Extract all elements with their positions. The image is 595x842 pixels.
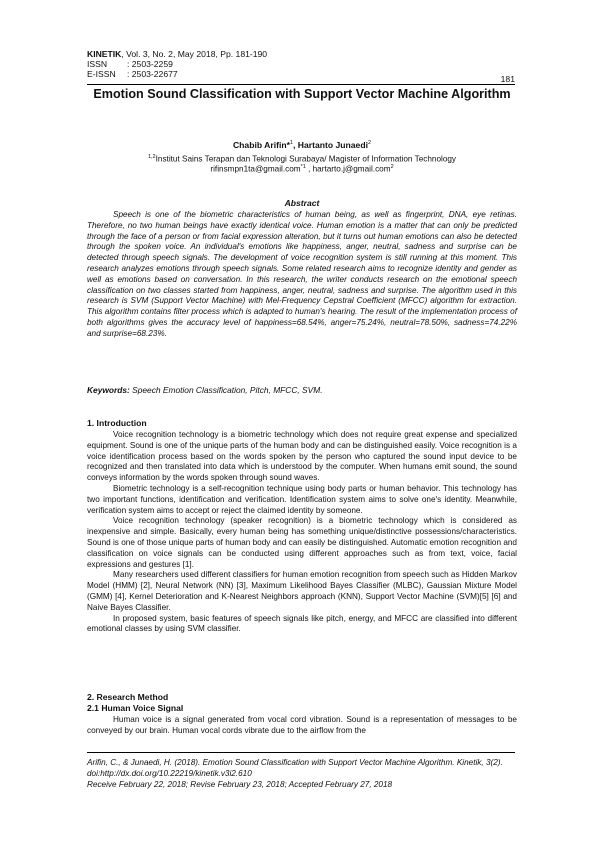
method-heading: 2. Research Method (87, 692, 169, 702)
abstract-heading: Abstract (284, 198, 320, 208)
author-1-sup: 1 (289, 140, 293, 147)
keywords-label: Keywords: (87, 385, 130, 395)
eissn-label: E-ISSN (87, 69, 116, 79)
issn-value: : 2503-2259 (127, 59, 173, 69)
header-rule (87, 84, 515, 85)
intro-body (87, 430, 517, 635)
intro-paragraph-4: Many researchers used different classifiers for human emotion recognition from speech such as Hidden Markov Model (HMM) [2], Neural Network (NN) [3], Maximum Likelihood Bayes Classifier (MLBC), Gaussian Mixture Model (GMM) [4], Kernel Deterioration and K-Nearest Neighbors approach (KNN), Support Vector Machine (SVM)[5] [6] and Naive Bayes Classifier. (87, 570, 517, 612)
author-2-sup: 2 (367, 140, 372, 147)
intro-paragraph-1: Voice recognition technology is a biometric technology which does not require great expense and specialized equipment. Sound is one of the unique parts of the human body and can be distinguished easily. Voice recognition is a voice identification process based on the words spoken by the person who captured the sound input device to be recognized and then translated into data which is understood by the computer. When humans emit sound, the sound conveys information by the words spoken through sound waves. (87, 430, 517, 483)
eissn-value: : 2503-22677 (127, 69, 178, 79)
journal-line (87, 49, 517, 59)
email-1-sup: *1 (300, 164, 306, 170)
email-separator: , (305, 164, 313, 174)
intro-paragraph-3: Voice recognition technology (speaker recognition) is a biometric technology which is considered as inexpensive and simple. Basically, every human being has something unique/distinctive possessions/characteristics. Sound is one of those unique parts of human body and can easily be distinguished. Automatic emotion recognition and classification on voice signals can be conducted using different approaches such as from text, voice, facial expressions and gestures [1]. (87, 516, 517, 569)
author-2: Hartanto Junaedi (297, 140, 368, 150)
author-separator: , (293, 140, 298, 150)
method-body (87, 715, 517, 737)
intro-paragraph-2: Biometric technology is a self-recognition technique using body parts or human behavior. This technology has two important functions, identification and verification. Identification system aims to solve one's identity. Meanwhile, verification system aims to accept or reject the claimed identity by someone. (87, 483, 517, 515)
email-2: hartarto.j@gmail.com (312, 164, 391, 174)
keywords-text: Speech Emotion Classification, Pitch, MFCC, SVM. (129, 385, 323, 395)
method-paragraph-1: Human voice is a signal generated from vocal cord vibration. Sound is a representation of messages to be conveyed by our brain. Human vocal cords vibrate due to the airflow from the (87, 715, 517, 735)
eissn-row (87, 69, 517, 79)
affiliation-text: Institut Sains Terapan dan Teknologi Surabaya/ Magister of Information Technology (155, 154, 457, 164)
method-subheading: 2.1 Human Voice Signal (87, 703, 184, 713)
journal-volume: , Vol. 3, No. 2, May 2018, Pp. 181-190 (121, 49, 268, 59)
footer-rule (87, 752, 515, 753)
email-2-sup: 2 (390, 164, 394, 170)
issn-row (87, 59, 517, 69)
keywords (87, 385, 517, 395)
issn-label: ISSN (87, 59, 108, 69)
author-1: Chabib Arifin* (232, 140, 290, 150)
citation: Arifin, C., & Junaedi, H. (2018). Emotion Sound Classification with Support Vector Machine Algorithm. Kinetik, 3(2). doi:http://dx.doi.org/10.22219/kinetik.v3i2.610 (87, 758, 503, 778)
journal-name: KINETIK (87, 49, 122, 59)
footer (87, 757, 517, 790)
paper-title: Emotion Sound Classification with Support Vector Machine Algorithm (93, 87, 511, 101)
intro-heading: 1. Introduction (87, 418, 147, 428)
journal-header (87, 49, 517, 79)
received-dates: Receive February 22, 2018; Revise February 23, 2018; Accepted February 27, 2018 (87, 780, 393, 789)
email-1: rifinsmpn1ta@gmail.com (210, 164, 301, 174)
abstract-text: Speech is one of the biometric characteristics of human being, as well as fingerprint, DNA, eye retinas. Therefore, no two human beings have exactly identical voice. Human emotion is a matter that can only be predicted through the face of a person or from facial expression alteration, but it turns out human emotions can also be detected through the spoken voice. An individual's emotions like happiness, anger, neutral, sadness and surprise can be detected through speech signals. The development of voice recognition system is still running at this moment. This research analyzes emotions through speech signals. Some related research aims to recognize identity and gender as well as emotions based on conversation. In this research, the writer conducts research on the emotional speech classification on two classes started from happiness, anger, neutral, sadness and surprise. The algorithm used in this research is SVM (Support Vector Machine) with Mel-Frequency Cepstral Coefficient (MFCC) algorithm for extraction. This algorithm contains filter process which is adapted to human's hearing. The result of the implementation process of both algorithms gives the accuracy level of happiness=68.54%, anger=75.24%, neutral=78.50%, sadness=74.22% and surprise=68.23%. (87, 210, 517, 338)
email-line (87, 164, 517, 174)
author-line (87, 140, 517, 150)
intro-paragraph-5: In proposed system, basic features of speech signals like pitch, energy, and MFCC are classified into different emotional classes by using SVM classifier. (87, 613, 517, 634)
affiliation-sup: 1,2 (147, 154, 156, 160)
page-number: 181 (500, 74, 515, 84)
